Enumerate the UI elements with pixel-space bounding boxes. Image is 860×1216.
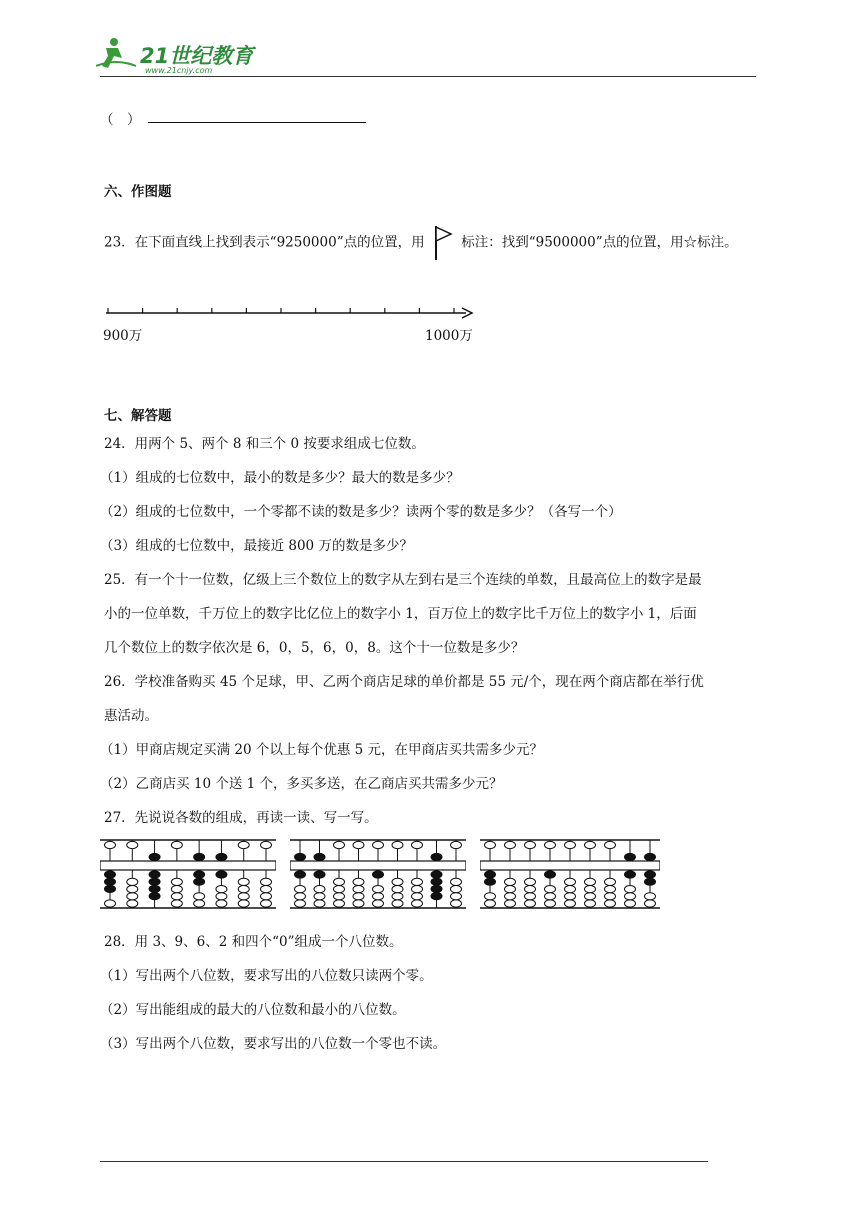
abacus-beam [290,861,466,870]
abacus-bead [353,841,364,848]
abacus-bead-active [216,871,227,878]
abacus-bead-active [314,853,325,860]
footer-rule [100,1161,708,1162]
abacus-bead [585,893,596,900]
abacus-bead [353,886,364,893]
abacus-bead [334,878,345,885]
abacus-bead [565,886,576,893]
q25-line-3: 几个数位上的数字依次是 6，0，5，6，0，8。这个十一位数是多少？ [104,640,525,656]
abacus-bead-active [431,878,442,885]
abacus-bead-active [645,853,656,860]
abacus-bead [261,886,272,893]
header-rule [100,76,756,77]
number-line-left-label: 900万 [103,328,143,344]
abacus-bead [392,893,403,900]
abacus-bead-active [149,853,160,860]
abacus-bead [171,841,182,848]
abacus-bead [334,841,345,848]
q27-stem: 27．先说说各数的组成，再读一读、写一写。 [104,810,378,826]
abacus-bead-active [431,853,442,860]
abacus-bead-active [373,871,384,878]
abacus-bead [373,893,384,900]
abacus-bead [451,893,462,900]
abacus-bead-active [295,853,306,860]
abacus-bead [565,878,576,885]
abacus-bead [238,886,249,893]
runner-icon [96,38,136,68]
abacus-bead [505,841,516,848]
abacus-bead [171,878,182,885]
abacus-bead [171,893,182,900]
abacus-bead [127,841,138,848]
abacus-bead [545,886,556,893]
abacus-bead [334,900,345,907]
q23-text [104,224,738,262]
q23-text-after: 标注：找到“9500000”点的位置，用☆标注。 [461,234,738,251]
abacus-bead [353,900,364,907]
abacus-bead [127,893,138,900]
abacus-bead [451,841,462,848]
logo-text: 21世纪教育 [140,44,254,68]
abacus-bead-active [645,878,656,885]
abacus-bead [451,886,462,893]
abacus-bead-active [485,878,496,885]
abacus-bead [585,900,596,907]
q24-part-2: （2）组成的七位数中，一个零都不读的数是多少？读两个零的数是多少？（各写一个） [100,504,622,520]
abacus-bead-active [645,871,656,878]
abacus-bead [565,893,576,900]
abacus-bead [565,900,576,907]
abacus-bead [605,841,616,848]
abacus-bead [525,886,536,893]
abacus-bead [545,900,556,907]
abacus-bead-active [149,893,160,900]
abacus-bead [625,900,636,907]
answer-paren: （ ） [100,112,141,128]
abacus-bead-active [105,878,116,885]
abacus-bead [525,893,536,900]
abacus-bead [216,886,227,893]
abacus-bead [485,893,496,900]
abacus-bead-active [105,885,116,892]
abacus-bead [545,841,556,848]
abacus-bead [373,886,384,893]
abacus-bead [485,841,496,848]
q24-part-3: （3）组成的七位数中，最接近 800 万的数是多少？ [100,538,413,554]
section-7-title: 七、解答题 [104,408,172,424]
abacus-bead [238,878,249,885]
abacus-bead-active [485,871,496,878]
abacus-bead-active [314,871,325,878]
abacus-bead [645,900,656,907]
abacus-bead [194,900,205,907]
abacus-bead [451,900,462,907]
abacus-bead-active [149,885,160,892]
q24-part-1: （1）组成的七位数中，最小的数是多少？最大的数是多少？ [100,470,460,486]
abacus-bead-active [105,871,116,878]
q24-stem: 24．用两个 5、两个 8 和三个 0 按要求组成七位数。 [104,436,425,452]
abacus-bead [171,900,182,907]
abacus-bead [625,893,636,900]
abacus-bead [451,878,462,885]
abacus-bead [373,841,384,848]
abacus-bead [525,878,536,885]
abacus-bead-active [194,871,205,878]
abacus-bead [585,886,596,893]
abacus-bead-active [431,871,442,878]
abacus-bead-active [216,853,227,860]
abacus-bead [261,878,272,885]
abacus-bead [261,841,272,848]
abacus-bead [314,886,325,893]
q28-part-1: （1）写出两个八位数，要求写出的八位数只读两个零。 [100,968,433,984]
abacus-bead [353,893,364,900]
abacus-bead [261,893,272,900]
abacus-bead [216,900,227,907]
abacus-bead [392,841,403,848]
q26-line-2: 惠活动。 [104,708,158,724]
abacus-bead [295,886,306,893]
section-6-title: 六、作图题 [104,184,172,200]
abacus-bead [295,893,306,900]
number-line [100,300,480,350]
q28-part-3: （3）写出两个八位数，要求写出的八位数一个零也不读。 [100,1036,447,1052]
abacus-bead [238,893,249,900]
abacus-bead [585,841,596,848]
abacus-bead [216,893,227,900]
abacus-3 [480,834,660,914]
abacus-bead [485,900,496,907]
abacus-bead [525,841,536,848]
abacus-bead [412,878,423,885]
abacus-bead [127,900,138,907]
abacus-bead [261,900,272,907]
abacus-2 [290,834,466,914]
q26-line-1: 26．学校准备购买 45 个足球，甲、乙两个商店足球的单价都是 55 元/个，现在两个商店都在举行优 [104,674,704,690]
abacus-bead [105,841,116,848]
abacus-bead [295,900,306,907]
abacus-bead [505,900,516,907]
abacus-bead [353,878,364,885]
abacus-bead-active [149,871,160,878]
q26-part-2: （2）乙商店买 10 个送 1 个，多买多送，在乙商店买共需多少元？ [100,776,503,792]
abacus-bead [412,893,423,900]
q25-line-2: 小的一位单数，千万位上的数字比亿位上的数字小 1，百万位上的数字比千万位上的数字小 1，后面 [104,606,697,622]
abacus-bead [585,878,596,885]
abacus-bead [412,900,423,907]
abacus-bead [392,900,403,907]
abacus-bead-active [545,871,556,878]
abacus-bead [605,893,616,900]
abacus-bead [314,893,325,900]
abacus-bead [412,841,423,848]
flag-icon [433,224,453,262]
abacus-bead [314,900,325,907]
q28-part-2: （2）写出能组成的最大的八位数和最小的八位数。 [100,1002,406,1018]
abacus-bead-active [625,853,636,860]
number-line-right-label: 1000万 [425,328,473,344]
abacus-bead [392,886,403,893]
logo-url: www.21cnjy.com [145,66,213,75]
abacus-bead [334,893,345,900]
abacus-bead [334,886,345,893]
abacus-bead-active [431,893,442,900]
abacus-bead [194,893,205,900]
abacus-bead [238,900,249,907]
abacus-1 [100,834,276,914]
abacus-bead [412,886,423,893]
abacus-bead [525,900,536,907]
q23-text-before: 23．在下面直线上找到表示“9250000”点的位置，用 [104,234,425,251]
abacus-bead [171,886,182,893]
abacus-bead-active [625,871,636,878]
abacus-bead [605,878,616,885]
abacus-bead [392,878,403,885]
abacus-bead [545,893,556,900]
abacus-bead [238,841,249,848]
abacus-bead-active [431,885,442,892]
abacus-bead [605,900,616,907]
abacus-bead [127,886,138,893]
abacus-bead [605,886,616,893]
abacus-bead [505,886,516,893]
abacus-bead-active [295,871,306,878]
q26-part-1: （1）甲商店规定买满 20 个以上每个优惠 5 元，在甲商店买共需多少元？ [100,742,544,758]
abacus-bead [373,900,384,907]
answer-blank-line [148,122,366,123]
abacus-bead [505,878,516,885]
abacus-bead-active [149,878,160,885]
abacus-bead [505,893,516,900]
abacus-beam [100,861,276,870]
abacus-bead [565,841,576,848]
q28-stem: 28．用 3、9、6、2 和四个“0”组成一个八位数。 [104,934,403,950]
abacus-bead [105,900,116,907]
abacus-beam [480,861,660,870]
abacus-bead-active [194,878,205,885]
abacus-bead [645,893,656,900]
abacus-bead [625,886,636,893]
q25-line-1: 25．有一个十一位数，亿级上三个数位上的数字从左到右是三个连续的单数，且最高位上的数字是最 [104,572,702,588]
abacus-bead [127,878,138,885]
abacus-bead-active [194,853,205,860]
